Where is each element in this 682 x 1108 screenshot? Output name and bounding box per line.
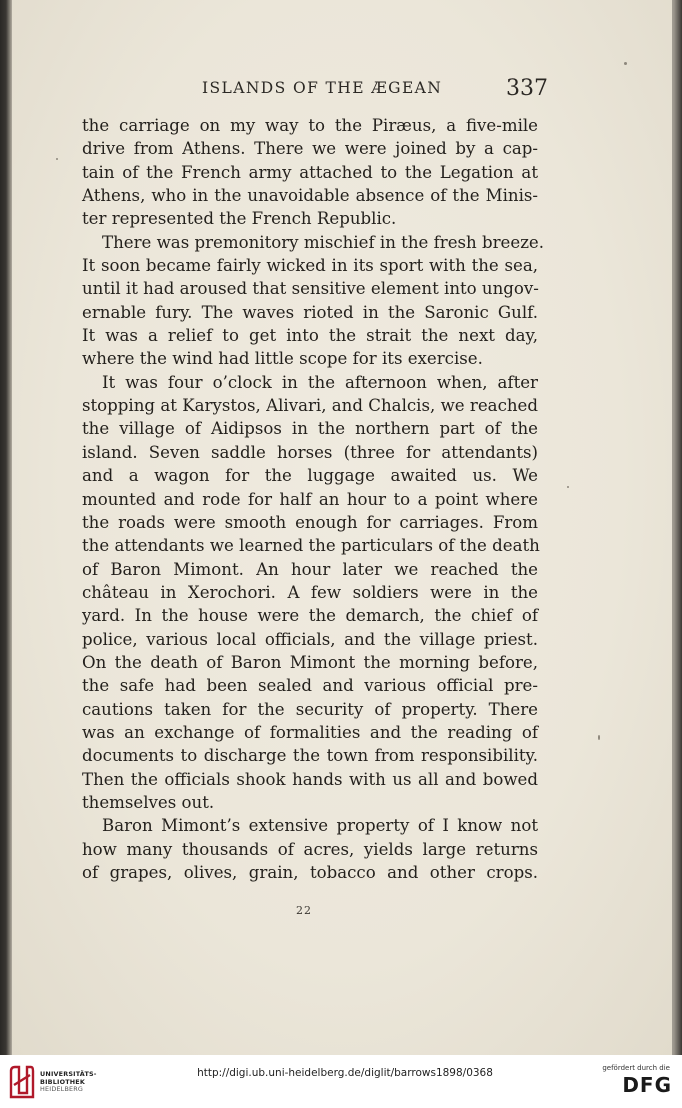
text-line: ernable fury. The waves rioted in the Saronic Gulf. [82, 302, 538, 322]
text-line: the village of Aidipsos in the northern part of the [82, 419, 538, 439]
digitization-footer [0, 1055, 682, 1108]
text-line: the roads were smooth enough for carriages. From [82, 512, 538, 532]
text-line: Then the officials shook hands with us all and bowed [82, 769, 538, 789]
library-name-line: BIBLIOTHEK [40, 1077, 86, 1086]
text-line: cautions taken for the security of property. There [82, 699, 538, 719]
text-line: mounted and rode for half an hour to a point where [82, 489, 538, 509]
text-line: of Baron Mimont. An hour later we reached the [82, 559, 538, 579]
text-line: château in Xerochori. A few soldiers were in the [82, 582, 538, 602]
dfg-logo-text: DFG [622, 1073, 672, 1097]
text-line: documents to discharge the town from responsibility. [82, 746, 538, 766]
permalink-url[interactable]: http://digi.ub.uni-heidelberg.de/diglit/barrows1898/0368 [197, 1067, 493, 1079]
paragraph [82, 371, 538, 815]
text-line: Athens, who in the unavoidable absence of the Minis- [82, 186, 538, 206]
body-text [82, 114, 545, 884]
paragraph [82, 814, 538, 884]
paper-speck [624, 62, 627, 65]
text-line: stopping at Karystos, Alivari, and Chalcis, we reached [82, 396, 538, 416]
text-line: Baron Mimont’s extensive property of I know not [102, 816, 538, 836]
text-line: where the wind had little scope for its exercise. [82, 349, 483, 369]
text-line: of grapes, olives, grain, tobacco and other crops. [82, 863, 538, 882]
text-line: how many thousands of acres, yields large returns [82, 839, 538, 859]
text-line: yard. In the house were the demarch, the chief of [82, 606, 538, 626]
paragraph [82, 114, 538, 231]
dfg-sponsor-logo[interactable] [592, 1061, 672, 1103]
text-line: the safe had been sealed and various official pre- [82, 676, 538, 696]
text-line: drive from Athens. There we were joined by a cap- [82, 139, 538, 159]
paragraph [82, 231, 545, 371]
text-line: themselves out. [82, 792, 215, 812]
text-line: the attendants we learned the particulars of the death [82, 536, 540, 556]
text-line: On the death of Baron Mimont the morning before, [82, 652, 538, 672]
text-line: island. Seven saddle horses (three for attendants) [82, 442, 538, 462]
page-number: 337 [506, 76, 548, 101]
text-line: tain of the French army attached to the Legation at [82, 162, 538, 182]
paper-speck [56, 158, 58, 160]
text-line: was an exchange of formalities and the reading of [82, 722, 538, 742]
text-line: the carriage on my way to the Piræus, a five-mile [82, 116, 538, 135]
paper-speck [567, 486, 569, 488]
running-header [0, 76, 682, 106]
running-title: ISLANDS OF THE ÆGEAN [202, 79, 443, 97]
library-name-line: UNIVERSITÄTS- [40, 1070, 97, 1078]
text-line: police, various local officials, and the village priest. [82, 629, 538, 649]
signature-mark: 22 [296, 904, 312, 917]
paper-speck [598, 735, 600, 740]
text-line: and a wagon for the luggage awaited us. We [82, 466, 538, 486]
text-line: ter represented the French Republic. [82, 209, 397, 229]
sponsor-caption: gefördert durch die [602, 1064, 670, 1072]
library-name-line: HEIDELBERG [40, 1085, 84, 1094]
text-line: There was premonitory mischief in the fresh breeze. [102, 232, 545, 252]
text-line: until it had aroused that sensitive element into ungov- [82, 279, 539, 299]
text-line: It soon became fairly wicked in its sport with the sea, [82, 256, 538, 276]
text-line: It was a relief to get into the strait the next day, [82, 326, 538, 346]
text-line: It was four o’clock in the afternoon when, after [102, 372, 538, 392]
